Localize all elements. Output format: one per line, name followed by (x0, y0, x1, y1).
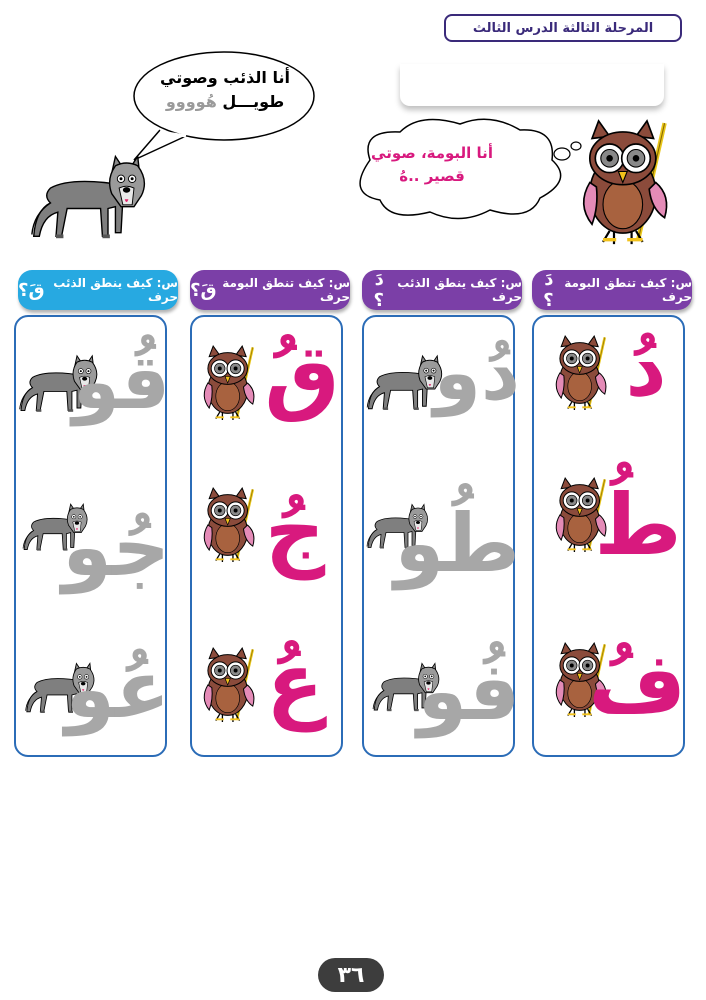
question-header-4 (18, 270, 178, 310)
question-text-2: س: كيف ينطق الذئب حرف (397, 276, 522, 304)
wolf-bubble-text (150, 66, 300, 114)
owl-icon (196, 338, 262, 428)
letter-item: جُو (62, 501, 170, 594)
wolf-bubble-line1: أنا الذئب وصوتي (160, 68, 290, 87)
letter-item: عُ (266, 634, 324, 732)
page-number: ٣٦ (318, 958, 384, 992)
question-text-1: س: كيف تنطق البومة حرف (564, 276, 692, 304)
question-header-1 (532, 270, 692, 310)
letter-item: دُو (433, 328, 520, 417)
letter-item: عُو (65, 643, 170, 736)
letter-item: دُ (625, 321, 667, 414)
wolf-bubble-word: طويـــل (222, 92, 285, 111)
question-text-3: س: كيف تنطق البومة حرف (222, 276, 350, 304)
owl-bubble-line2: قصير ..هُ (399, 166, 465, 185)
owl-bubble-line1: أنا البومة، صوتي (371, 144, 493, 162)
question-letter-3: قَ؟ (190, 279, 217, 301)
question-header-2 (362, 270, 522, 310)
owl-illustration (570, 100, 680, 265)
wolf-illustration (30, 150, 160, 254)
question-letter-2: دَ ؟ (373, 269, 384, 311)
letter-item: جُ (264, 482, 326, 580)
letter-item: قُو (72, 337, 170, 426)
question-letter-1: دَ ؟ (543, 269, 554, 311)
wolf-bubble-line2 (150, 90, 300, 114)
letter-item: قُ (264, 326, 340, 424)
question-text-4: س: كيف ينطق الذئب حرف (53, 276, 178, 304)
owl-bubble-text (352, 142, 512, 187)
letter-item: طُو (394, 497, 520, 590)
letter-item: طُ (594, 476, 682, 574)
wolf-bubble-sound: هُوووو (165, 92, 217, 111)
letter-item: فُ (588, 634, 686, 732)
question-letter-4: قَ؟ (18, 279, 45, 301)
question-header-3 (190, 270, 350, 310)
owl-icon (548, 328, 614, 418)
lesson-title: المرحلة الثالثة الدرس الثالث (444, 14, 682, 42)
letter-item: فُو (417, 645, 520, 738)
